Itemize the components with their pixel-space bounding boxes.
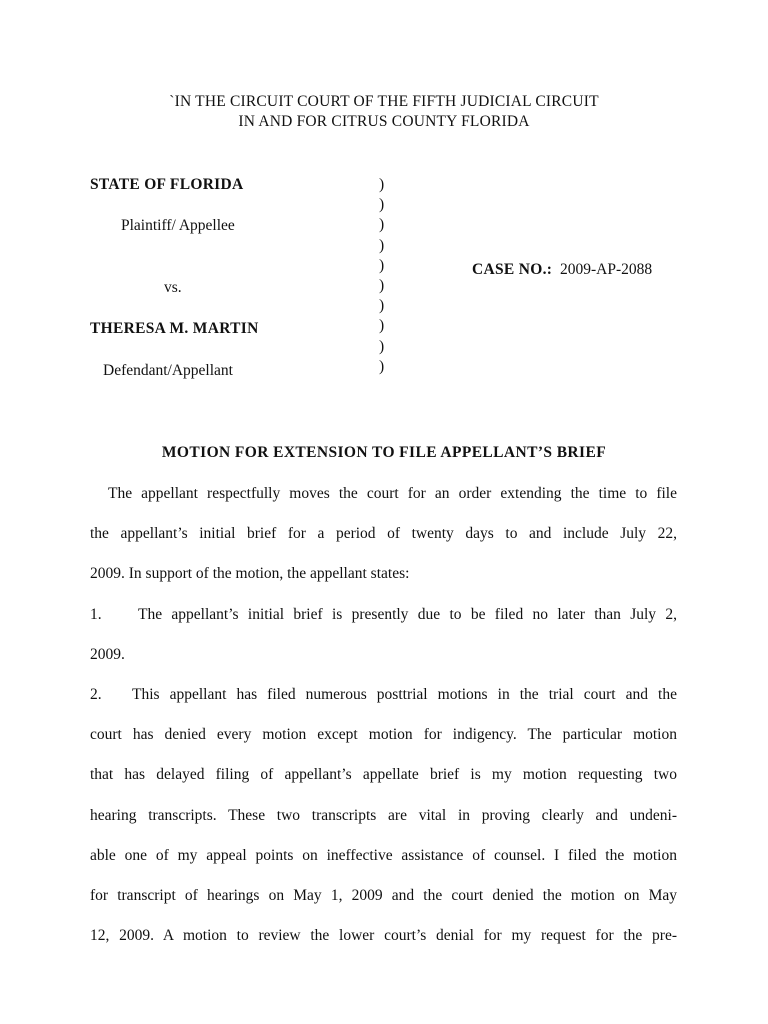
plaintiff-role: Plaintiff/ Appellee [121, 217, 235, 234]
numbered-paragraph-1 [90, 595, 677, 635]
body-line: 2009. In support of the motion, the appellant states: [90, 565, 410, 583]
defendant-name: THERESA M. MARTIN [90, 320, 259, 337]
case-number-label: CASE NO.: [472, 261, 553, 278]
body-line: The appellant’s initial brief is presently due to be filed no later than July 2, [138, 605, 677, 623]
court-line-1: `IN THE CIRCUIT COURT OF THE FIFTH JUDICIAL CIRCUIT [169, 93, 599, 110]
case-number-block [472, 261, 652, 279]
motion-body [90, 474, 677, 956]
caption-paren: ) [379, 196, 385, 214]
court-header [0, 92, 768, 132]
caption-paren: ) [379, 337, 385, 355]
body-line: hearing transcripts. These two transcripts are vital in proving clearly and undeni- [90, 806, 677, 824]
caption-paren-column [379, 175, 384, 377]
body-line: able one of my appeal points on ineffective assistance of counsel. I filed the motion [90, 846, 677, 864]
paragraph-number: 1. [90, 605, 102, 623]
court-line-2: IN AND FOR CITRUS COUNTY FLORIDA [238, 113, 530, 130]
caption-paren: ) [379, 317, 385, 335]
body-line: This appellant has filed numerous posttrial motions in the trial court and the [132, 685, 677, 703]
body-line: 2009. [90, 645, 125, 663]
case-number-value: 2009-AP-2088 [559, 261, 653, 278]
caption-paren: ) [379, 256, 385, 274]
body-line: court has denied every motion except motion for indigency. The particular motion [90, 726, 677, 744]
body-line: 12, 2009. A motion to review the lower court’s denial for my request for the pre- [90, 927, 677, 945]
caption-paren: ) [379, 357, 385, 375]
body-line: for transcript of hearings on May 1, 2009 and the court denied the motion on May [90, 886, 677, 904]
motion-title: MOTION FOR EXTENSION TO FILE APPELLANT’S BRIEF [161, 444, 607, 461]
caption-paren: ) [379, 176, 385, 193]
defendant-role: Defendant/Appellant [103, 362, 233, 379]
paragraph-number: 2. [90, 685, 102, 703]
caption-paren: ) [379, 236, 385, 254]
caption-paren: ) [379, 216, 385, 234]
numbered-paragraph-2 [90, 675, 677, 715]
body-line: that has delayed filing of appellant’s appellate brief is my motion requesting two [90, 766, 677, 784]
body-line: The appellant respectfully moves the court for an order extending the time to file [108, 485, 677, 502]
caption-paren: ) [379, 277, 385, 295]
caption-paren: ) [379, 297, 385, 315]
versus-label: vs. [164, 279, 182, 296]
body-line: the appellant’s initial brief for a period of twenty days to and include July 22, [90, 525, 677, 543]
plaintiff-name: STATE OF FLORIDA [90, 176, 244, 193]
